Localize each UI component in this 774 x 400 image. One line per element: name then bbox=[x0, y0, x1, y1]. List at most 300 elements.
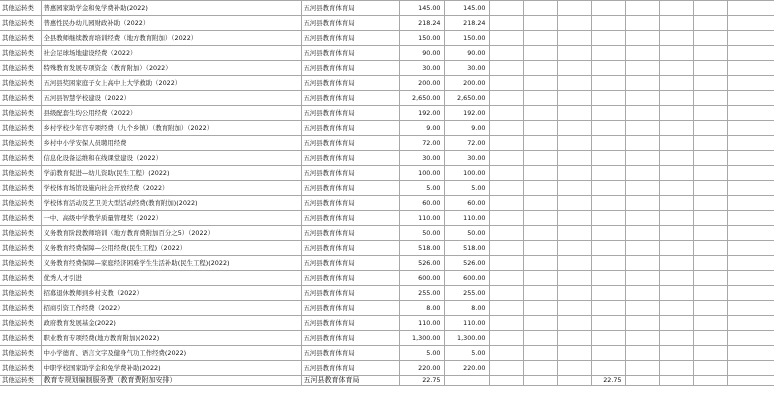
cell-extra[interactable] bbox=[591, 331, 625, 346]
cell-project-name[interactable]: 全县教师继续教育培训经费（地方教育附加）（2022） bbox=[41, 31, 301, 46]
cell-empty[interactable] bbox=[625, 151, 659, 166]
cell-empty[interactable] bbox=[557, 241, 591, 256]
cell-amount-b[interactable]: 1,300.00 bbox=[444, 331, 489, 346]
cell-amount-a[interactable]: 255.00 bbox=[399, 286, 444, 301]
cell-empty[interactable] bbox=[523, 106, 557, 121]
cell-amount-b[interactable]: 255.00 bbox=[444, 286, 489, 301]
cell-empty[interactable] bbox=[727, 346, 774, 361]
cell-empty[interactable] bbox=[523, 226, 557, 241]
cell-amount-a[interactable]: 518.00 bbox=[399, 241, 444, 256]
cell-amount-b[interactable]: 2,650.00 bbox=[444, 91, 489, 106]
cell-empty[interactable] bbox=[489, 121, 523, 136]
cell-empty[interactable] bbox=[489, 181, 523, 196]
cell-extra[interactable] bbox=[591, 106, 625, 121]
cell-amount-a[interactable]: 200.00 bbox=[399, 76, 444, 91]
cell-extra[interactable]: 22.75 bbox=[591, 376, 625, 386]
cell-extra[interactable] bbox=[591, 361, 625, 376]
cell-amount-a[interactable]: 2,650.00 bbox=[399, 91, 444, 106]
cell-type[interactable]: 其他运转类 bbox=[0, 196, 41, 211]
cell-amount-a[interactable]: 100.00 bbox=[399, 166, 444, 181]
cell-empty[interactable] bbox=[557, 301, 591, 316]
cell-empty[interactable] bbox=[693, 1, 727, 16]
cell-empty[interactable] bbox=[727, 376, 774, 386]
cell-project-name[interactable]: 乡村学校少年宫专项经费（九个乡镇）（教育附加）（2022） bbox=[41, 121, 301, 136]
cell-empty[interactable] bbox=[557, 76, 591, 91]
cell-empty[interactable] bbox=[523, 91, 557, 106]
cell-empty[interactable] bbox=[625, 31, 659, 46]
cell-empty[interactable] bbox=[727, 256, 774, 271]
cell-amount-b[interactable]: 518.00 bbox=[444, 241, 489, 256]
cell-empty[interactable] bbox=[557, 31, 591, 46]
cell-empty[interactable] bbox=[489, 106, 523, 121]
cell-amount-a[interactable]: 5.00 bbox=[399, 181, 444, 196]
cell-empty[interactable] bbox=[625, 196, 659, 211]
cell-empty[interactable] bbox=[625, 46, 659, 61]
cell-empty[interactable] bbox=[489, 346, 523, 361]
cell-empty[interactable] bbox=[693, 241, 727, 256]
cell-empty[interactable] bbox=[489, 46, 523, 61]
cell-empty[interactable] bbox=[693, 256, 727, 271]
cell-empty[interactable] bbox=[659, 376, 693, 386]
cell-empty[interactable] bbox=[659, 256, 693, 271]
cell-project-name[interactable]: 学前教育促进—幼儿资助(民生工程）(2022) bbox=[41, 166, 301, 181]
cell-type[interactable]: 其他运转类 bbox=[0, 106, 41, 121]
cell-empty[interactable] bbox=[523, 361, 557, 376]
cell-empty[interactable] bbox=[625, 1, 659, 16]
cell-empty[interactable] bbox=[659, 301, 693, 316]
cell-type[interactable]: 其他运转类 bbox=[0, 316, 41, 331]
cell-empty[interactable] bbox=[727, 301, 774, 316]
cell-empty[interactable] bbox=[489, 91, 523, 106]
cell-empty[interactable] bbox=[523, 136, 557, 151]
cell-empty[interactable] bbox=[659, 76, 693, 91]
cell-project-name[interactable]: 职业教育专项经费(地方教育附加)(2022) bbox=[41, 331, 301, 346]
cell-empty[interactable] bbox=[523, 286, 557, 301]
cell-extra[interactable] bbox=[591, 91, 625, 106]
cell-empty[interactable] bbox=[625, 376, 659, 386]
cell-type[interactable]: 其他运转类 bbox=[0, 376, 41, 386]
cell-extra[interactable] bbox=[591, 151, 625, 166]
cell-empty[interactable] bbox=[659, 166, 693, 181]
cell-amount-b[interactable]: 50.00 bbox=[444, 226, 489, 241]
cell-empty[interactable] bbox=[693, 31, 727, 46]
cell-type[interactable]: 其他运转类 bbox=[0, 46, 41, 61]
cell-empty[interactable] bbox=[625, 106, 659, 121]
cell-empty[interactable] bbox=[693, 76, 727, 91]
cell-empty[interactable] bbox=[557, 211, 591, 226]
cell-department[interactable]: 五河县教育体育局 bbox=[301, 61, 399, 76]
cell-department[interactable]: 五河县教育体育局 bbox=[301, 31, 399, 46]
cell-project-name[interactable]: 招商引资工作经费（2022） bbox=[41, 301, 301, 316]
cell-empty[interactable] bbox=[523, 61, 557, 76]
cell-empty[interactable] bbox=[523, 31, 557, 46]
cell-empty[interactable] bbox=[693, 106, 727, 121]
cell-empty[interactable] bbox=[523, 376, 557, 386]
cell-project-name[interactable]: 社会足球场地建设经费（2022） bbox=[41, 46, 301, 61]
cell-department[interactable]: 五河县教育体育局 bbox=[301, 346, 399, 361]
cell-extra[interactable] bbox=[591, 76, 625, 91]
cell-empty[interactable] bbox=[523, 1, 557, 16]
cell-extra[interactable] bbox=[591, 196, 625, 211]
cell-empty[interactable] bbox=[489, 286, 523, 301]
cell-amount-b[interactable]: 72.00 bbox=[444, 136, 489, 151]
cell-empty[interactable] bbox=[625, 241, 659, 256]
cell-empty[interactable] bbox=[625, 121, 659, 136]
cell-empty[interactable] bbox=[523, 271, 557, 286]
cell-empty[interactable] bbox=[659, 16, 693, 31]
cell-type[interactable]: 其他运转类 bbox=[0, 91, 41, 106]
cell-empty[interactable] bbox=[625, 211, 659, 226]
cell-amount-b[interactable]: 5.00 bbox=[444, 346, 489, 361]
cell-extra[interactable] bbox=[591, 256, 625, 271]
cell-amount-b[interactable]: 192.00 bbox=[444, 106, 489, 121]
cell-empty[interactable] bbox=[523, 196, 557, 211]
cell-project-name[interactable]: 义务教育经费保障—公用经费(民生工程)（2022） bbox=[41, 241, 301, 256]
cell-empty[interactable] bbox=[659, 151, 693, 166]
cell-amount-a[interactable]: 30.00 bbox=[399, 151, 444, 166]
cell-amount-b[interactable]: 600.00 bbox=[444, 271, 489, 286]
cell-empty[interactable] bbox=[489, 226, 523, 241]
cell-extra[interactable] bbox=[591, 1, 625, 16]
cell-type[interactable]: 其他运转类 bbox=[0, 361, 41, 376]
cell-amount-b[interactable]: 5.00 bbox=[444, 181, 489, 196]
cell-department[interactable]: 五河县教育体育局 bbox=[301, 271, 399, 286]
cell-type[interactable]: 其他运转类 bbox=[0, 211, 41, 226]
cell-empty[interactable] bbox=[557, 286, 591, 301]
cell-empty[interactable] bbox=[659, 181, 693, 196]
cell-amount-a[interactable]: 526.00 bbox=[399, 256, 444, 271]
cell-empty[interactable] bbox=[659, 106, 693, 121]
cell-empty[interactable] bbox=[625, 346, 659, 361]
cell-empty[interactable] bbox=[659, 61, 693, 76]
cell-empty[interactable] bbox=[625, 331, 659, 346]
cell-amount-a[interactable]: 22.75 bbox=[399, 376, 444, 386]
cell-type[interactable]: 其他运转类 bbox=[0, 76, 41, 91]
cell-extra[interactable] bbox=[591, 16, 625, 31]
cell-empty[interactable] bbox=[523, 151, 557, 166]
cell-empty[interactable] bbox=[625, 16, 659, 31]
cell-empty[interactable] bbox=[557, 46, 591, 61]
cell-empty[interactable] bbox=[625, 76, 659, 91]
cell-empty[interactable] bbox=[489, 316, 523, 331]
cell-department[interactable]: 五河县教育体育局 bbox=[301, 16, 399, 31]
cell-amount-a[interactable]: 9.00 bbox=[399, 121, 444, 136]
cell-extra[interactable] bbox=[591, 61, 625, 76]
cell-empty[interactable] bbox=[625, 181, 659, 196]
cell-empty[interactable] bbox=[625, 316, 659, 331]
cell-type[interactable]: 其他运转类 bbox=[0, 241, 41, 256]
cell-empty[interactable] bbox=[489, 271, 523, 286]
cell-empty[interactable] bbox=[557, 151, 591, 166]
cell-empty[interactable] bbox=[523, 316, 557, 331]
cell-amount-b[interactable]: 200.00 bbox=[444, 76, 489, 91]
cell-empty[interactable] bbox=[693, 316, 727, 331]
cell-empty[interactable] bbox=[557, 331, 591, 346]
cell-empty[interactable] bbox=[523, 346, 557, 361]
cell-empty[interactable] bbox=[523, 166, 557, 181]
cell-empty[interactable] bbox=[523, 241, 557, 256]
cell-empty[interactable] bbox=[625, 271, 659, 286]
cell-type[interactable]: 其他运转类 bbox=[0, 151, 41, 166]
cell-empty[interactable] bbox=[557, 121, 591, 136]
cell-empty[interactable] bbox=[727, 46, 774, 61]
cell-empty[interactable] bbox=[625, 286, 659, 301]
cell-empty[interactable] bbox=[489, 301, 523, 316]
cell-empty[interactable] bbox=[693, 166, 727, 181]
cell-project-name[interactable]: 义务教育经费保障—家庭经济困难学生生活补助(民生工程)(2022) bbox=[41, 256, 301, 271]
cell-empty[interactable] bbox=[489, 16, 523, 31]
cell-empty[interactable] bbox=[489, 151, 523, 166]
cell-empty[interactable] bbox=[557, 16, 591, 31]
cell-empty[interactable] bbox=[727, 151, 774, 166]
cell-extra[interactable] bbox=[591, 226, 625, 241]
cell-extra[interactable] bbox=[591, 46, 625, 61]
cell-department[interactable]: 五河县教育体育局 bbox=[301, 121, 399, 136]
cell-project-name[interactable]: 信息化设备运维和在线课堂建设（2022） bbox=[41, 151, 301, 166]
cell-empty[interactable] bbox=[727, 361, 774, 376]
cell-empty[interactable] bbox=[523, 301, 557, 316]
cell-amount-a[interactable]: 220.00 bbox=[399, 361, 444, 376]
cell-department[interactable]: 五河县教育体育局 bbox=[301, 316, 399, 331]
cell-project-name[interactable]: 中小学德育、语言文字及健身气功工作经费(2022) bbox=[41, 346, 301, 361]
cell-empty[interactable] bbox=[625, 61, 659, 76]
cell-empty[interactable] bbox=[727, 61, 774, 76]
cell-empty[interactable] bbox=[557, 316, 591, 331]
cell-department[interactable]: 五河县教育体育局 bbox=[301, 166, 399, 181]
cell-amount-a[interactable]: 150.00 bbox=[399, 31, 444, 46]
cell-extra[interactable] bbox=[591, 301, 625, 316]
cell-project-name[interactable]: 五河县智慧学校建设（2022） bbox=[41, 91, 301, 106]
cell-empty[interactable] bbox=[557, 106, 591, 121]
cell-empty[interactable] bbox=[557, 166, 591, 181]
cell-empty[interactable] bbox=[727, 286, 774, 301]
cell-amount-b[interactable]: 145.00 bbox=[444, 1, 489, 16]
cell-empty[interactable] bbox=[557, 256, 591, 271]
cell-empty[interactable] bbox=[659, 46, 693, 61]
cell-empty[interactable] bbox=[693, 181, 727, 196]
cell-empty[interactable] bbox=[727, 1, 774, 16]
cell-amount-b[interactable]: 100.00 bbox=[444, 166, 489, 181]
cell-department[interactable]: 五河县教育体育局 bbox=[301, 136, 399, 151]
cell-empty[interactable] bbox=[523, 46, 557, 61]
cell-empty[interactable] bbox=[659, 211, 693, 226]
cell-extra[interactable] bbox=[591, 136, 625, 151]
cell-department[interactable]: 五河县教育体育局 bbox=[301, 211, 399, 226]
cell-empty[interactable] bbox=[523, 331, 557, 346]
cell-empty[interactable] bbox=[727, 121, 774, 136]
cell-project-name[interactable]: 学校体育活动及艺卫美大型活动经费(教育附加)(2022) bbox=[41, 196, 301, 211]
cell-empty[interactable] bbox=[557, 181, 591, 196]
cell-amount-a[interactable]: 192.00 bbox=[399, 106, 444, 121]
cell-amount-a[interactable]: 8.00 bbox=[399, 301, 444, 316]
cell-project-name[interactable]: 教育专规划编制服务费（教育费附加安排） bbox=[41, 376, 301, 386]
cell-empty[interactable] bbox=[659, 286, 693, 301]
cell-empty[interactable] bbox=[693, 151, 727, 166]
cell-empty[interactable] bbox=[727, 331, 774, 346]
cell-empty[interactable] bbox=[693, 211, 727, 226]
cell-empty[interactable] bbox=[489, 256, 523, 271]
cell-amount-b[interactable]: 8.00 bbox=[444, 301, 489, 316]
cell-type[interactable]: 其他运转类 bbox=[0, 286, 41, 301]
cell-type[interactable]: 其他运转类 bbox=[0, 346, 41, 361]
cell-empty[interactable] bbox=[693, 226, 727, 241]
cell-empty[interactable] bbox=[489, 166, 523, 181]
cell-empty[interactable] bbox=[659, 196, 693, 211]
cell-empty[interactable] bbox=[727, 166, 774, 181]
cell-empty[interactable] bbox=[625, 256, 659, 271]
cell-extra[interactable] bbox=[591, 166, 625, 181]
cell-empty[interactable] bbox=[659, 226, 693, 241]
cell-empty[interactable] bbox=[523, 76, 557, 91]
cell-department[interactable]: 五河县教育体育局 bbox=[301, 181, 399, 196]
cell-extra[interactable] bbox=[591, 346, 625, 361]
cell-empty[interactable] bbox=[727, 31, 774, 46]
cell-empty[interactable] bbox=[659, 121, 693, 136]
cell-empty[interactable] bbox=[693, 331, 727, 346]
cell-empty[interactable] bbox=[727, 181, 774, 196]
cell-project-name[interactable]: 乡村中小学安保人员聘用经费 bbox=[41, 136, 301, 151]
cell-type[interactable]: 其他运转类 bbox=[0, 256, 41, 271]
cell-empty[interactable] bbox=[625, 91, 659, 106]
cell-department[interactable]: 五河县教育体育局 bbox=[301, 286, 399, 301]
cell-empty[interactable] bbox=[727, 226, 774, 241]
cell-project-name[interactable]: 县级配套生均公用经费（2022） bbox=[41, 106, 301, 121]
cell-amount-b[interactable]: 110.00 bbox=[444, 316, 489, 331]
cell-amount-b[interactable]: 526.00 bbox=[444, 256, 489, 271]
cell-type[interactable]: 其他运转类 bbox=[0, 166, 41, 181]
cell-empty[interactable] bbox=[727, 271, 774, 286]
cell-empty[interactable] bbox=[727, 91, 774, 106]
cell-empty[interactable] bbox=[489, 76, 523, 91]
cell-empty[interactable] bbox=[693, 361, 727, 376]
cell-empty[interactable] bbox=[659, 316, 693, 331]
cell-empty[interactable] bbox=[489, 1, 523, 16]
cell-project-name[interactable]: 一中、高级中学教学质量管理奖（2022） bbox=[41, 211, 301, 226]
cell-empty[interactable] bbox=[727, 16, 774, 31]
cell-extra[interactable] bbox=[591, 181, 625, 196]
cell-amount-b[interactable]: 9.00 bbox=[444, 121, 489, 136]
cell-empty[interactable] bbox=[625, 226, 659, 241]
cell-type[interactable]: 其他运转类 bbox=[0, 301, 41, 316]
cell-department[interactable]: 五河县教育体育局 bbox=[301, 241, 399, 256]
cell-type[interactable]: 其他运转类 bbox=[0, 136, 41, 151]
cell-amount-a[interactable]: 90.00 bbox=[399, 46, 444, 61]
cell-empty[interactable] bbox=[693, 271, 727, 286]
cell-empty[interactable] bbox=[557, 346, 591, 361]
cell-extra[interactable] bbox=[591, 241, 625, 256]
cell-department[interactable]: 五河县教育体育局 bbox=[301, 1, 399, 16]
cell-empty[interactable] bbox=[489, 361, 523, 376]
cell-amount-a[interactable]: 600.00 bbox=[399, 271, 444, 286]
cell-department[interactable]: 五河县教育体育局 bbox=[301, 76, 399, 91]
cell-type[interactable]: 其他运转类 bbox=[0, 271, 41, 286]
cell-amount-a[interactable]: 110.00 bbox=[399, 316, 444, 331]
cell-type[interactable]: 其他运转类 bbox=[0, 331, 41, 346]
cell-amount-a[interactable]: 145.00 bbox=[399, 1, 444, 16]
cell-empty[interactable] bbox=[557, 226, 591, 241]
cell-empty[interactable] bbox=[693, 376, 727, 386]
cell-empty[interactable] bbox=[693, 46, 727, 61]
cell-empty[interactable] bbox=[557, 361, 591, 376]
cell-type[interactable]: 其他运转类 bbox=[0, 16, 41, 31]
cell-department[interactable]: 五河县教育体育局 bbox=[301, 301, 399, 316]
cell-empty[interactable] bbox=[659, 331, 693, 346]
cell-extra[interactable] bbox=[591, 121, 625, 136]
cell-department[interactable]: 五河县教育体育局 bbox=[301, 361, 399, 376]
cell-project-name[interactable]: 特殊教育发展专项资金（教育附加）（2022） bbox=[41, 61, 301, 76]
cell-empty[interactable] bbox=[523, 256, 557, 271]
cell-empty[interactable] bbox=[727, 136, 774, 151]
cell-empty[interactable] bbox=[489, 31, 523, 46]
cell-empty[interactable] bbox=[557, 136, 591, 151]
cell-project-name[interactable]: 义务教育阶段教师培训（地方教育费附加百分之5）（2022） bbox=[41, 226, 301, 241]
cell-empty[interactable] bbox=[693, 16, 727, 31]
cell-empty[interactable] bbox=[693, 61, 727, 76]
cell-empty[interactable] bbox=[659, 346, 693, 361]
cell-project-name[interactable]: 政府教育发展基金(2022) bbox=[41, 316, 301, 331]
cell-amount-a[interactable]: 72.00 bbox=[399, 136, 444, 151]
cell-empty[interactable] bbox=[727, 211, 774, 226]
cell-amount-b[interactable]: 60.00 bbox=[444, 196, 489, 211]
cell-empty[interactable] bbox=[693, 196, 727, 211]
cell-empty[interactable] bbox=[693, 121, 727, 136]
cell-empty[interactable] bbox=[523, 121, 557, 136]
cell-amount-b[interactable]: 220.00 bbox=[444, 361, 489, 376]
cell-empty[interactable] bbox=[523, 16, 557, 31]
cell-empty[interactable] bbox=[659, 91, 693, 106]
cell-amount-b[interactable]: 30.00 bbox=[444, 151, 489, 166]
cell-empty[interactable] bbox=[625, 361, 659, 376]
cell-extra[interactable] bbox=[591, 31, 625, 46]
cell-empty[interactable] bbox=[727, 76, 774, 91]
cell-empty[interactable] bbox=[557, 1, 591, 16]
cell-extra[interactable] bbox=[591, 211, 625, 226]
cell-extra[interactable] bbox=[591, 286, 625, 301]
cell-empty[interactable] bbox=[557, 376, 591, 386]
cell-amount-a[interactable]: 218.24 bbox=[399, 16, 444, 31]
cell-empty[interactable] bbox=[659, 31, 693, 46]
cell-department[interactable]: 五河县教育体育局 bbox=[301, 46, 399, 61]
cell-empty[interactable] bbox=[489, 331, 523, 346]
cell-empty[interactable] bbox=[693, 286, 727, 301]
cell-empty[interactable] bbox=[659, 136, 693, 151]
cell-empty[interactable] bbox=[659, 271, 693, 286]
cell-project-name[interactable]: 学校体育场馆设施向社会开放经费（2022） bbox=[41, 181, 301, 196]
cell-amount-b[interactable]: 110.00 bbox=[444, 211, 489, 226]
cell-amount-b[interactable]: 150.00 bbox=[444, 31, 489, 46]
cell-empty[interactable] bbox=[659, 1, 693, 16]
cell-type[interactable]: 其他运转类 bbox=[0, 181, 41, 196]
cell-empty[interactable] bbox=[523, 211, 557, 226]
cell-empty[interactable] bbox=[625, 166, 659, 181]
cell-project-name[interactable]: 五河县奖困家庭子女上高中上大学救助（2022） bbox=[41, 76, 301, 91]
cell-empty[interactable] bbox=[489, 136, 523, 151]
cell-project-name[interactable]: 普惠性民办幼儿园财政补助（2022） bbox=[41, 16, 301, 31]
cell-amount-a[interactable]: 60.00 bbox=[399, 196, 444, 211]
cell-empty[interactable] bbox=[489, 196, 523, 211]
cell-empty[interactable] bbox=[693, 136, 727, 151]
cell-type[interactable]: 其他运转类 bbox=[0, 121, 41, 136]
cell-empty[interactable] bbox=[693, 91, 727, 106]
cell-project-name[interactable]: 优秀人才引进 bbox=[41, 271, 301, 286]
cell-amount-a[interactable]: 1,300.00 bbox=[399, 331, 444, 346]
cell-empty[interactable] bbox=[659, 361, 693, 376]
cell-empty[interactable] bbox=[489, 61, 523, 76]
cell-empty[interactable] bbox=[727, 316, 774, 331]
cell-department[interactable]: 五河县教育体育局 bbox=[301, 151, 399, 166]
cell-department[interactable]: 五河县教育体育局 bbox=[301, 376, 399, 386]
cell-amount-b[interactable] bbox=[444, 376, 489, 386]
